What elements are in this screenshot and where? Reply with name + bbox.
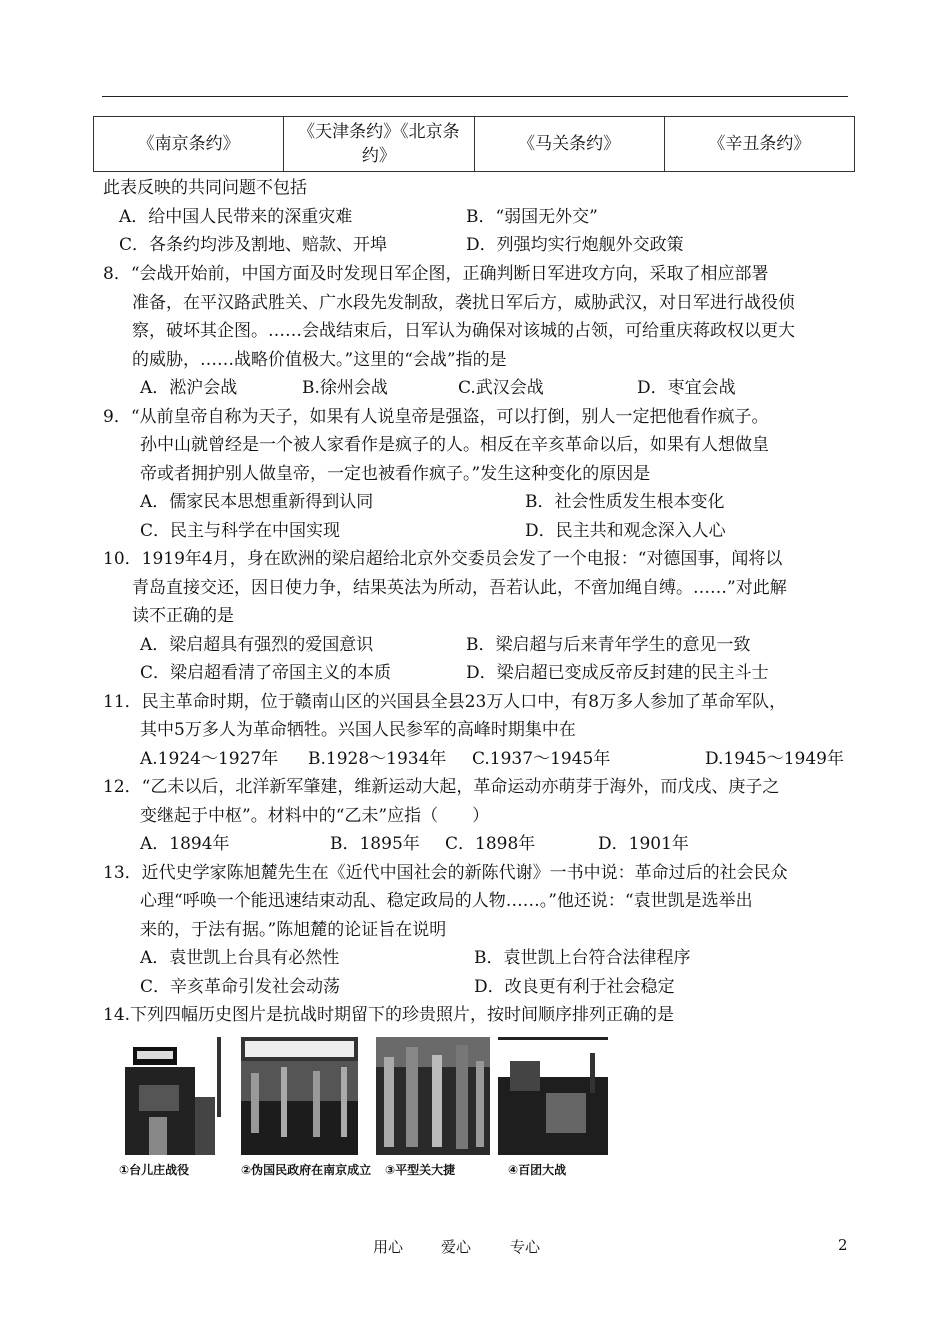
- q8-option-a: A．淞沪会战: [140, 378, 238, 398]
- q10-line: 读不正确的是: [132, 606, 234, 626]
- q9-line: 9．“从前皇帝自称为天子，如果有人说皇帝是强盗，可以打倒，别人一定把他看作疯子。: [103, 407, 769, 427]
- q9-line: 孙中山就曾经是一个被人家看作是疯子的人。相反在辛亥革命以后，如果有人想做皇: [140, 435, 769, 455]
- q9-option-c: C．民主与科学在中国实现: [140, 521, 341, 541]
- q13-option-d: D．改良更有利于社会稳定: [474, 977, 675, 997]
- q9-option-a: A．儒家民本思想重新得到认同: [140, 492, 374, 512]
- treaty-cell: 《辛丑条约》: [664, 117, 854, 172]
- q8-line: 察，破坏其企图。……会战结束后，日军认为确保对该城的占领，可给重庆蒋政权以更大: [132, 321, 795, 341]
- treaty-cell: 《天津条约》《北京条约》: [284, 117, 474, 172]
- q14-stem: 14.下列四幅历史图片是抗战时期留下的珍贵照片，按时间顺序排列正确的是: [103, 1005, 675, 1025]
- q8-line: 准备，在平汉路武胜关、广水段先发制敌，袭扰日军后方，威胁武汉，对日军进行战役侦: [132, 293, 795, 313]
- treaty-cell: 《南京条约》: [94, 117, 284, 172]
- q7-option-a: A．给中国人民带来的深重灾难: [119, 207, 353, 227]
- photo-nanjing-puppet-gov: [241, 1037, 358, 1155]
- footer-motto: 用心: [373, 1238, 404, 1256]
- q8-option-c: C.武汉会战: [458, 378, 544, 398]
- footer-motto: 爱心: [441, 1238, 472, 1256]
- q8-line: 8．“会战开始前，中国方面及时发现日军企图，正确判断日军进攻方向，采取了相应部署: [103, 264, 769, 284]
- q10-option-a: A．梁启超具有强烈的爱国意识: [140, 635, 374, 655]
- q11-line: 11．民主革命时期，位于赣南山区的兴国县全县23万人口中，有8万多人参加了革命军队，: [103, 692, 787, 712]
- photo-caption: ②伪国民政府在南京成立: [241, 1163, 372, 1177]
- q10-option-d: D．梁启超已变成反帝反封建的民主斗士: [466, 663, 769, 683]
- q8-line: 的威胁，……战略价值极大。”这里的“会战”指的是: [132, 350, 507, 370]
- q10-line: 10．1919年4月，身在欧洲的梁启超给北京外交委员会发了一个电报：“对德国事，闻将以: [103, 549, 783, 569]
- photo-caption: ①台儿庄战役: [119, 1163, 190, 1177]
- q9-option-b: B．社会性质发生根本变化: [525, 492, 725, 512]
- q10-line: 青岛直接交还，因日使力争，结果英法为所动，吾若认此，不啻加绳自缚。……”对此解: [132, 578, 787, 598]
- q13-option-c: C．辛亥革命引发社会动荡: [140, 977, 341, 997]
- q9-option-d: D．民主共和观念深入人心: [525, 521, 726, 541]
- q7-option-d: D．列强均实行炮舰外交政策: [466, 235, 684, 255]
- q12-option-a: A．1894年: [140, 834, 230, 854]
- q7-option-b: B．“弱国无外交”: [466, 207, 598, 227]
- q13-line: 来的，于法有据。”陈旭麓的论证旨在说明: [140, 920, 447, 940]
- q8-option-d: D．枣宜会战: [637, 378, 736, 398]
- q9-line: 帝或者拥护别人做皇帝，一定也被看作疯子。”发生这种变化的原因是: [140, 464, 651, 484]
- q13-option-a: A．袁世凯上台具有必然性: [140, 948, 340, 968]
- q12-option-b: B．1895年: [330, 834, 420, 854]
- q13-line: 13．近代史学家陈旭麓先生在《近代中国社会的新陈代谢》一书中说：革命过后的社会民众: [103, 863, 788, 883]
- photo-pingxingguan: [376, 1037, 490, 1155]
- page-number: 2: [838, 1236, 848, 1254]
- q12-line: 12．“乙未以后，北洋新军肇建，维新运动大起，革命运动亦萌芽于海外，而戊戌、庚子之: [103, 777, 780, 797]
- q13-option-b: B．袁世凯上台符合法律程序: [474, 948, 691, 968]
- q8-option-b: B.徐州会战: [302, 378, 388, 398]
- q11-option-c: C.1937～1945年: [472, 749, 611, 769]
- q12-option-d: D．1901年: [598, 834, 689, 854]
- photo-taierzhuang: [119, 1037, 231, 1155]
- q11-option-a: A.1924～1927年: [140, 749, 279, 769]
- q11-option-d: D.1945～1949年: [705, 749, 844, 769]
- photo-hundred-regiments: [498, 1037, 608, 1155]
- q11-line: 其中5万多人为革命牺牲。兴国人民参军的高峰时期集中在: [140, 720, 576, 740]
- photo-caption: ④百团大战: [508, 1163, 567, 1177]
- q7-stem: 此表反映的共同问题不包括: [103, 178, 307, 198]
- treaty-cell: 《马关条约》: [474, 117, 664, 172]
- photo-strip: [115, 1037, 615, 1182]
- q10-option-b: B．梁启超与后来青年学生的意见一致: [466, 635, 751, 655]
- treaty-table: [93, 116, 855, 172]
- header-rule: [102, 96, 848, 97]
- q7-option-c: C．各条约均涉及割地、赔款、开埠: [119, 235, 388, 255]
- q12-option-c: C．1898年: [445, 834, 536, 854]
- footer-motto: 专心: [510, 1238, 541, 1256]
- photo-caption: ③平型关大捷: [385, 1163, 456, 1177]
- q12-line: 变继起于中枢”。材料中的“乙未”应指（ ）: [140, 806, 490, 826]
- q10-option-c: C．梁启超看清了帝国主义的本质: [140, 663, 392, 683]
- q13-line: 心理“呼唤一个能迅速结束动乱、稳定政局的人物……。”他还说：“袁世凯是选举出: [140, 891, 753, 911]
- q11-option-b: B.1928～1934年: [308, 749, 447, 769]
